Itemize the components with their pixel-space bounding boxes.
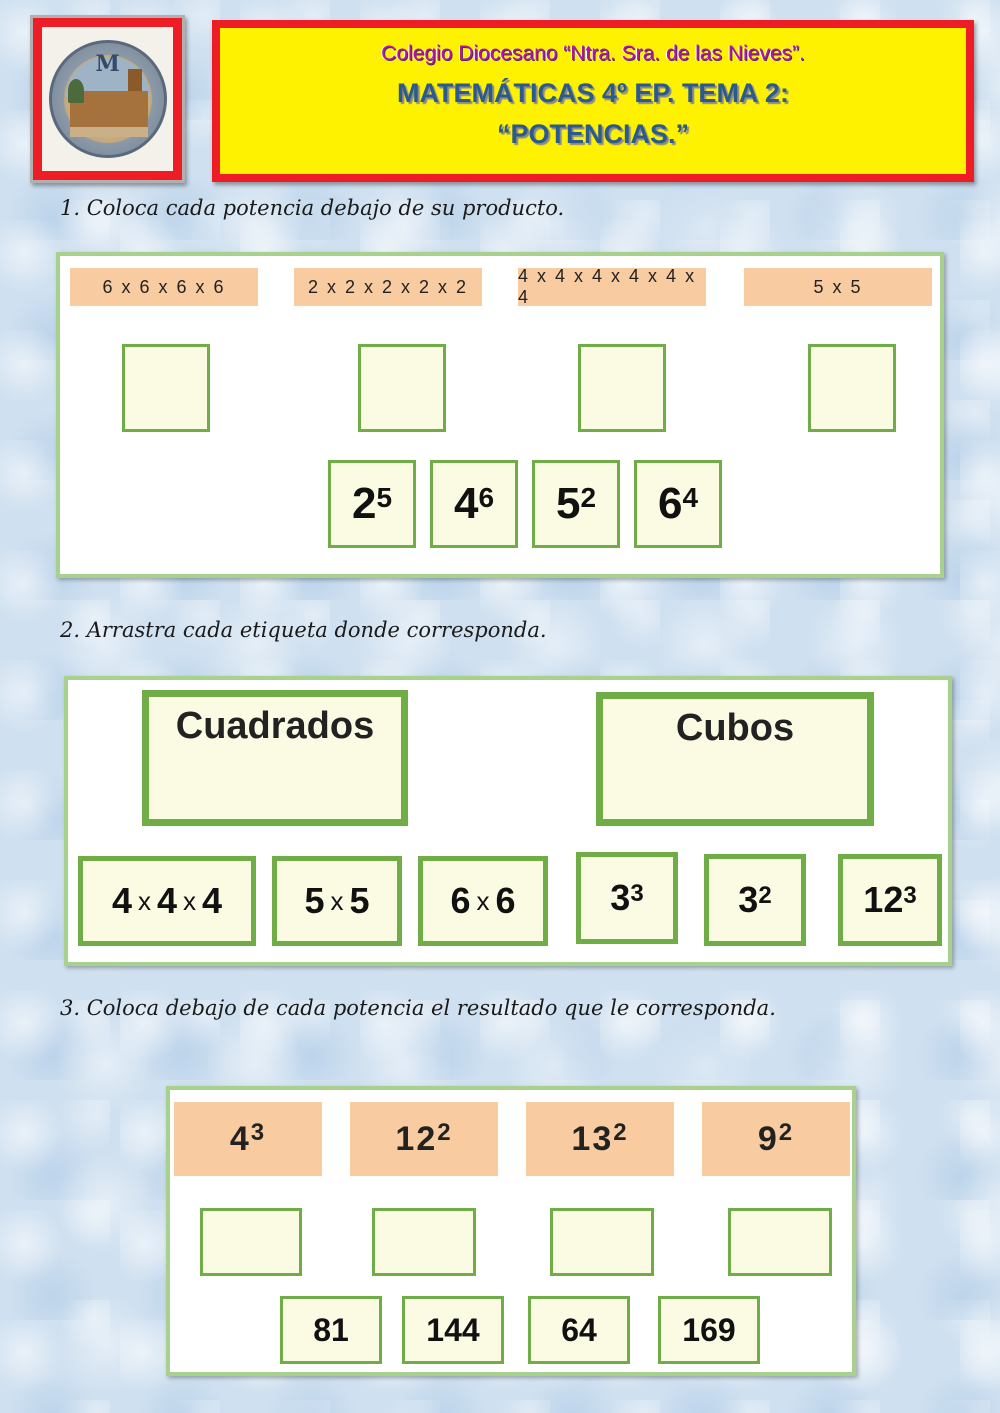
exercise3-instruction: 3. Coloca debajo de cada potencia el resultado que le corresponda. bbox=[60, 996, 776, 1020]
category-cubes[interactable] bbox=[596, 692, 874, 826]
answer-tile[interactable]: 81 bbox=[280, 1296, 382, 1364]
category-label: Cubos bbox=[675, 707, 795, 749]
power-base: 2 bbox=[351, 479, 377, 528]
power-exponent: 2 bbox=[580, 482, 597, 513]
power-tile[interactable] bbox=[704, 854, 806, 946]
product-label: 5 x 5 bbox=[744, 268, 932, 306]
power-tile[interactable] bbox=[328, 460, 416, 548]
product-label: 2 x 2 x 2 x 2 x 2 bbox=[294, 268, 482, 306]
power-label: 13 $^2$ bbox=[526, 1102, 674, 1176]
school-seal-icon: M bbox=[49, 40, 167, 158]
drop-zone[interactable] bbox=[550, 1208, 654, 1276]
header-title-box bbox=[212, 20, 974, 182]
power-label: 4 $^3$ bbox=[174, 1102, 322, 1176]
power-base: 12 bbox=[863, 879, 904, 920]
answer-tile[interactable]: 144 bbox=[402, 1296, 504, 1364]
drop-zone[interactable] bbox=[200, 1208, 302, 1276]
school-logo-frame bbox=[30, 15, 185, 183]
drop-zone[interactable] bbox=[808, 344, 896, 432]
power-exponent: 2 bbox=[758, 882, 772, 909]
exercise2-panel bbox=[64, 676, 952, 966]
power-exponent: 6 bbox=[478, 482, 495, 513]
category-label: Cuadrados bbox=[175, 705, 375, 747]
exercise1-panel bbox=[56, 252, 944, 578]
product-label: 6 x 6 x 6 x 6 bbox=[70, 268, 258, 306]
power-base: 3 bbox=[738, 879, 759, 920]
exercise1-instruction: 1. Coloca cada potencia debajo de su producto. bbox=[60, 196, 565, 220]
power-tile[interactable] bbox=[430, 460, 518, 548]
subject-title: MATEMÁTICAS 4º EP. TEMA 2: bbox=[397, 78, 789, 108]
product-label: 4 x 4 x 4 x 4 x 4 x 4 bbox=[518, 268, 706, 306]
power-exponent: 3 bbox=[630, 880, 644, 907]
topic-title: “POTENCIAS.” bbox=[496, 119, 690, 149]
power-base: 3 bbox=[610, 877, 631, 918]
power-tile[interactable] bbox=[634, 460, 722, 548]
exercise2-instruction: 2. Arrastra cada etiqueta donde corresponda. bbox=[60, 618, 547, 642]
category-squares[interactable] bbox=[142, 690, 408, 826]
drop-zone[interactable] bbox=[122, 344, 210, 432]
expression-tile[interactable]: 6 x 6 bbox=[418, 856, 548, 946]
expression-tile[interactable]: 4 x 4 x 4 bbox=[78, 856, 256, 946]
exercise3-panel bbox=[166, 1086, 856, 1376]
power-tile[interactable] bbox=[532, 460, 620, 548]
power-exponent: 4 bbox=[682, 482, 699, 513]
power-exponent: 5 bbox=[376, 482, 393, 513]
power-exponent: 3 bbox=[903, 882, 917, 909]
power-base: 4 bbox=[453, 479, 479, 528]
power-tile[interactable] bbox=[576, 852, 678, 944]
school-logo bbox=[42, 27, 173, 171]
answer-tile[interactable]: 169 bbox=[658, 1296, 760, 1364]
power-base: 5 bbox=[555, 479, 581, 528]
school-name: Colegio Diocesano “Ntra. Sra. de las Nieves”. bbox=[381, 42, 805, 65]
drop-zone[interactable] bbox=[578, 344, 666, 432]
drop-zone[interactable] bbox=[358, 344, 446, 432]
drop-zone[interactable] bbox=[372, 1208, 476, 1276]
power-base: 6 bbox=[657, 479, 683, 528]
expression-tile[interactable]: 5 x 5 bbox=[272, 856, 402, 946]
answer-tile[interactable]: 64 bbox=[528, 1296, 630, 1364]
power-tile[interactable] bbox=[838, 854, 942, 946]
power-label: 12 $^2$ bbox=[350, 1102, 498, 1176]
drop-zone[interactable] bbox=[728, 1208, 832, 1276]
power-label: 9 $^2$ bbox=[702, 1102, 850, 1176]
